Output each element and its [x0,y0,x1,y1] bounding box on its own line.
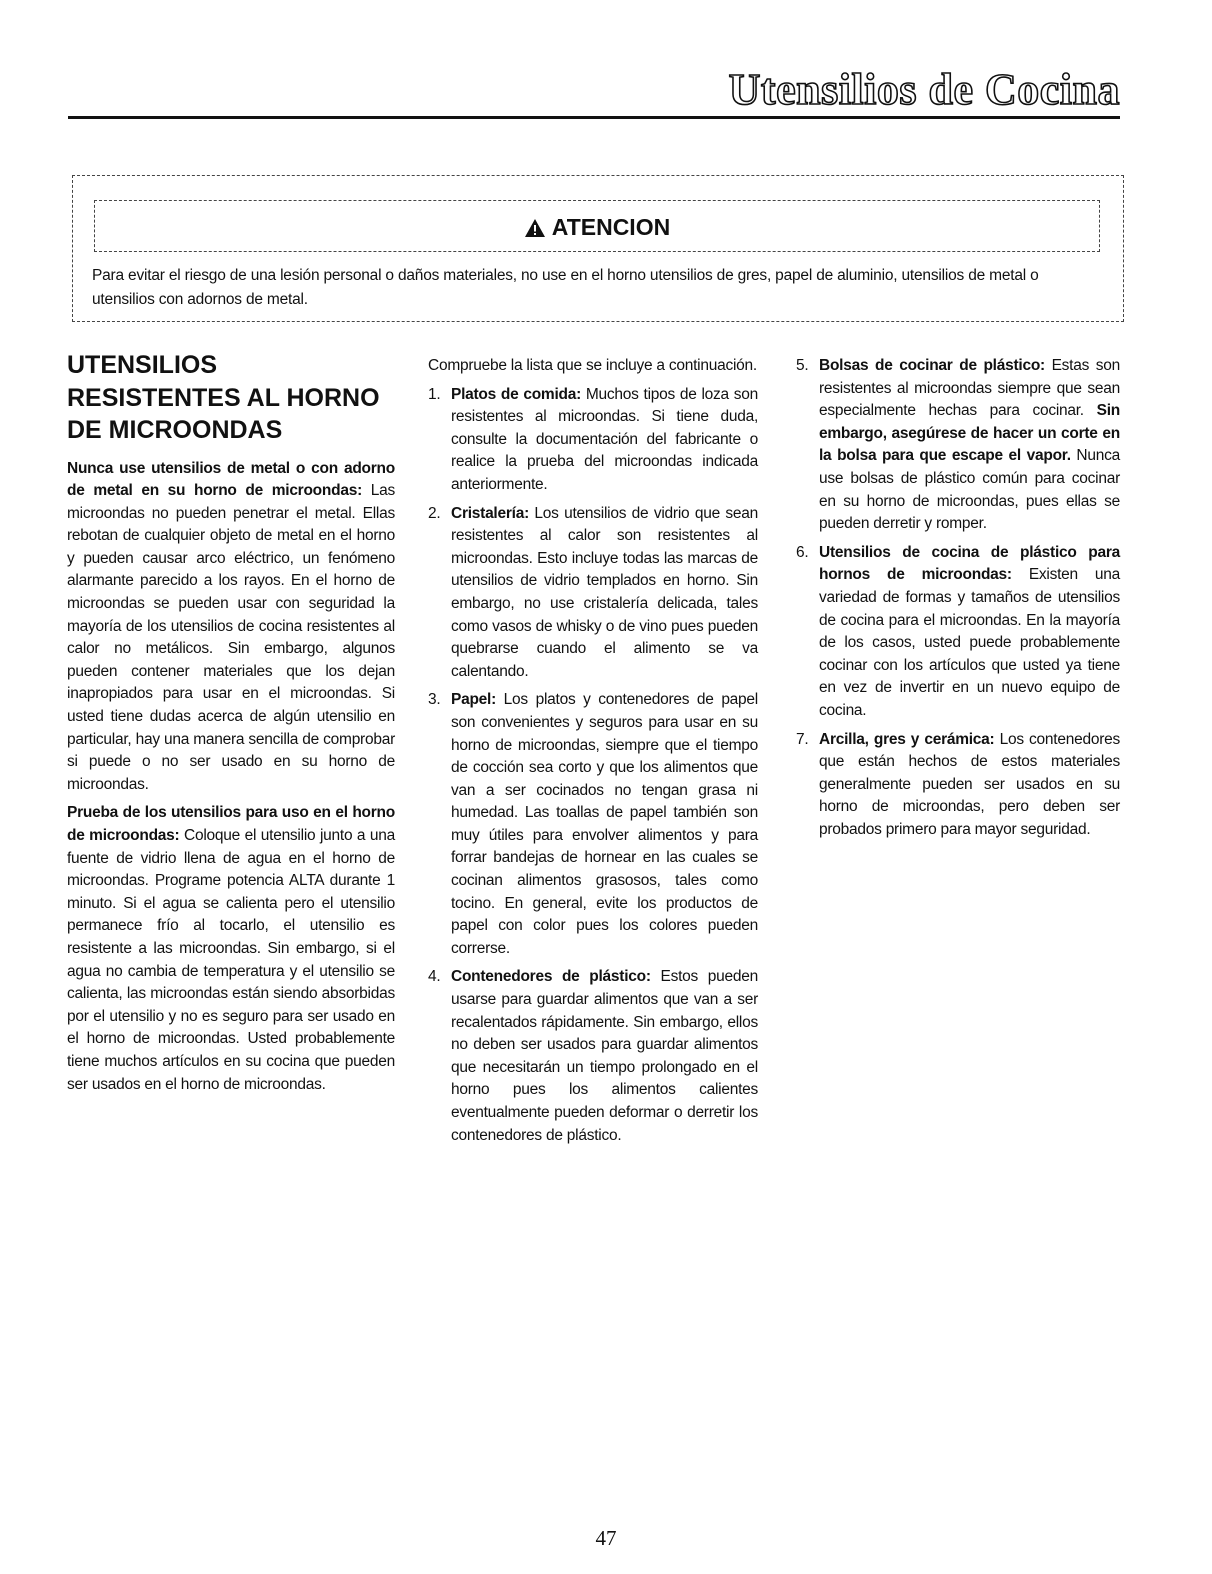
list-item [796,542,1120,723]
item-emphasis: Sin embargo, asegúrese de hacer un corte en la bolsa para que escape el vapor. [819,402,1120,465]
utensil-list-continued [796,355,1120,841]
title-rule [68,116,1120,119]
warning-text: Para evitar el riesgo de una lesión personal o daños materiales, no use en el horno utensilios de gres, papel de aluminio, utensilios de metal o utensilios con adornos de metal. [92,267,1039,308]
item-title: Papel: [451,691,497,709]
paragraph-metal-warning [67,458,395,797]
item-text: Los contenedores que están hechos de estos materiales generalmente pueden ser usados en su horno de microondas, pero deben ser probados primero para mayor seguridad. [819,730,1120,838]
list-item [428,689,758,960]
item-text: Estas son resistentes al microondas siempre que sean especialmente hechas para cocinar. [819,357,1120,420]
paragraph-utensil-test [67,802,395,1096]
item-text: Muchos tipos de loza son resistentes al microondas. Si tiene duda, consulte la documentación del fabricante o realice la prueba del microondas indicada anteriormente. [451,385,758,493]
list-item [428,966,758,1147]
column-2 [428,355,758,1153]
item-title: Arcilla, gres y cerámica: [819,730,995,748]
item-title: Utensilios de cocina de plástico para hornos de microondas: [819,543,1120,584]
item-title: Bolsas de cocinar de plástico: [819,357,1045,374]
item-number: 4. [428,968,441,986]
item-text: Existen una variedad de formas y tamaños de utensilios de cocina para el microondas. En la mayoría de los casos, usted puede probablemente cocinar con los artículos que usted ya tiene en vez de invertir en un nuevo equipo de cocina. [819,566,1120,719]
page-title: Utensilios de Cocina [728,65,1120,114]
item-number: 1. [428,385,441,403]
list-intro: Compruebe la lista que se incluye a continuación. [428,357,757,374]
item-text: Los utensilios de vidrio que sean resistentes al calor son resistentes al microondas. Esto incluye todas las marcas de utensilios de vidrio templados en horno. Sin embargo, no use cristalería delicada, tales como vasos de whisky o de vino pues pueden quebrarse cuando el alimento se va calentando. [451,504,758,680]
warning-header [94,214,1100,244]
item-title: Cristalería: [451,504,529,522]
warning-label: ATENCION [551,214,671,240]
list-item [796,729,1120,842]
item-number: 2. [428,504,441,522]
item-text: Los platos y contenedores de papel son convenientes y seguros para usar en su horno de microondas, siempre que el tiempo de cocción sea corto y que los alimentos que van a ser cocinados no tengan grasa ni humedad. Las toallas de papel también son muy útiles para envolver alimentos y para forrar bandejas de hornear en las cuales se cocinan alimentos grasosos, tales como tocino. En general, evite los productos de papel con color pues los colores pueden correrse. [451,691,758,957]
paragraph-lead: Nunca use utensilios de metal o con adorno de metal en su horno de microondas: [67,459,395,500]
item-number: 5. [796,357,809,374]
warning-triangle-icon [524,217,546,244]
item-text-continued: Nunca use bolsas de plástico común para cocinar en su horno de microondas, pues ellas se pueden derretir y romper. [819,447,1120,533]
list-item [428,503,758,684]
list-item [796,355,1120,536]
item-title: Contenedores de plástico: [451,968,651,986]
page-number: 47 [595,1526,617,1550]
section-heading: UTENSILIOS RESISTENTES AL HORNO DE MICROONDAS [67,351,380,444]
paragraph-body: Las microondas no pueden penetrar el metal. Ellas rebotan de cualquier objeto de metal en el horno y pueden causar arco eléctrico, un fenómeno alarmante parecido a los rayos. En el horno de microondas se pueden usar con seguridad la mayoría de los utensilios de cocina resistentes al calor no metálicos. Sin embargo, algunos pueden contener materiales que los dejan inapropiados para usar en el microondas. Si usted tiene dudas acerca de algún utensilio en particular, hay una manera sencilla de comprobar si puede o no ser usado en su horno de microondas. [67,482,395,793]
paragraph-body: Coloque el utensilio junto a una fuente de vidrio llena de agua en el horno de microondas. Programe potencia ALTA durante 1 minuto. Si el agua se calienta pero el utensilio permanece frío al tocarlo, el utensilio es resistente a las microondas. Sin embargo, si el agua no cambia de temperatura y el utensilio se calienta, las microondas están siendo absorbidas por el utensilio y no es seguro para ser usado en el horno de microondas. Usted probablemente tiene muchos artículos en su cocina que pueden ser usados en el horno de microondas. [67,827,395,1093]
column-1 [67,349,395,1102]
utensil-list [428,384,758,1148]
item-number: 7. [796,730,809,748]
item-text: Estos pueden usarse para guardar alimentos que van a ser recalentados rápidamente. Sin embargo, ellos no deben ser usados para guardar alimentos que necesitarán un tiempo prolongado en el horno pues los alimentos calientes eventualmente pueden deformar o derretir los contenedores de plástico. [451,968,758,1144]
paragraph-lead: Prueba de los utensilios para uso en el horno de microondas: [67,804,395,844]
column-3 [796,355,1120,847]
item-number: 6. [796,543,809,561]
list-item [428,384,758,497]
item-title: Platos de comida: [451,385,582,403]
item-number: 3. [428,691,441,709]
